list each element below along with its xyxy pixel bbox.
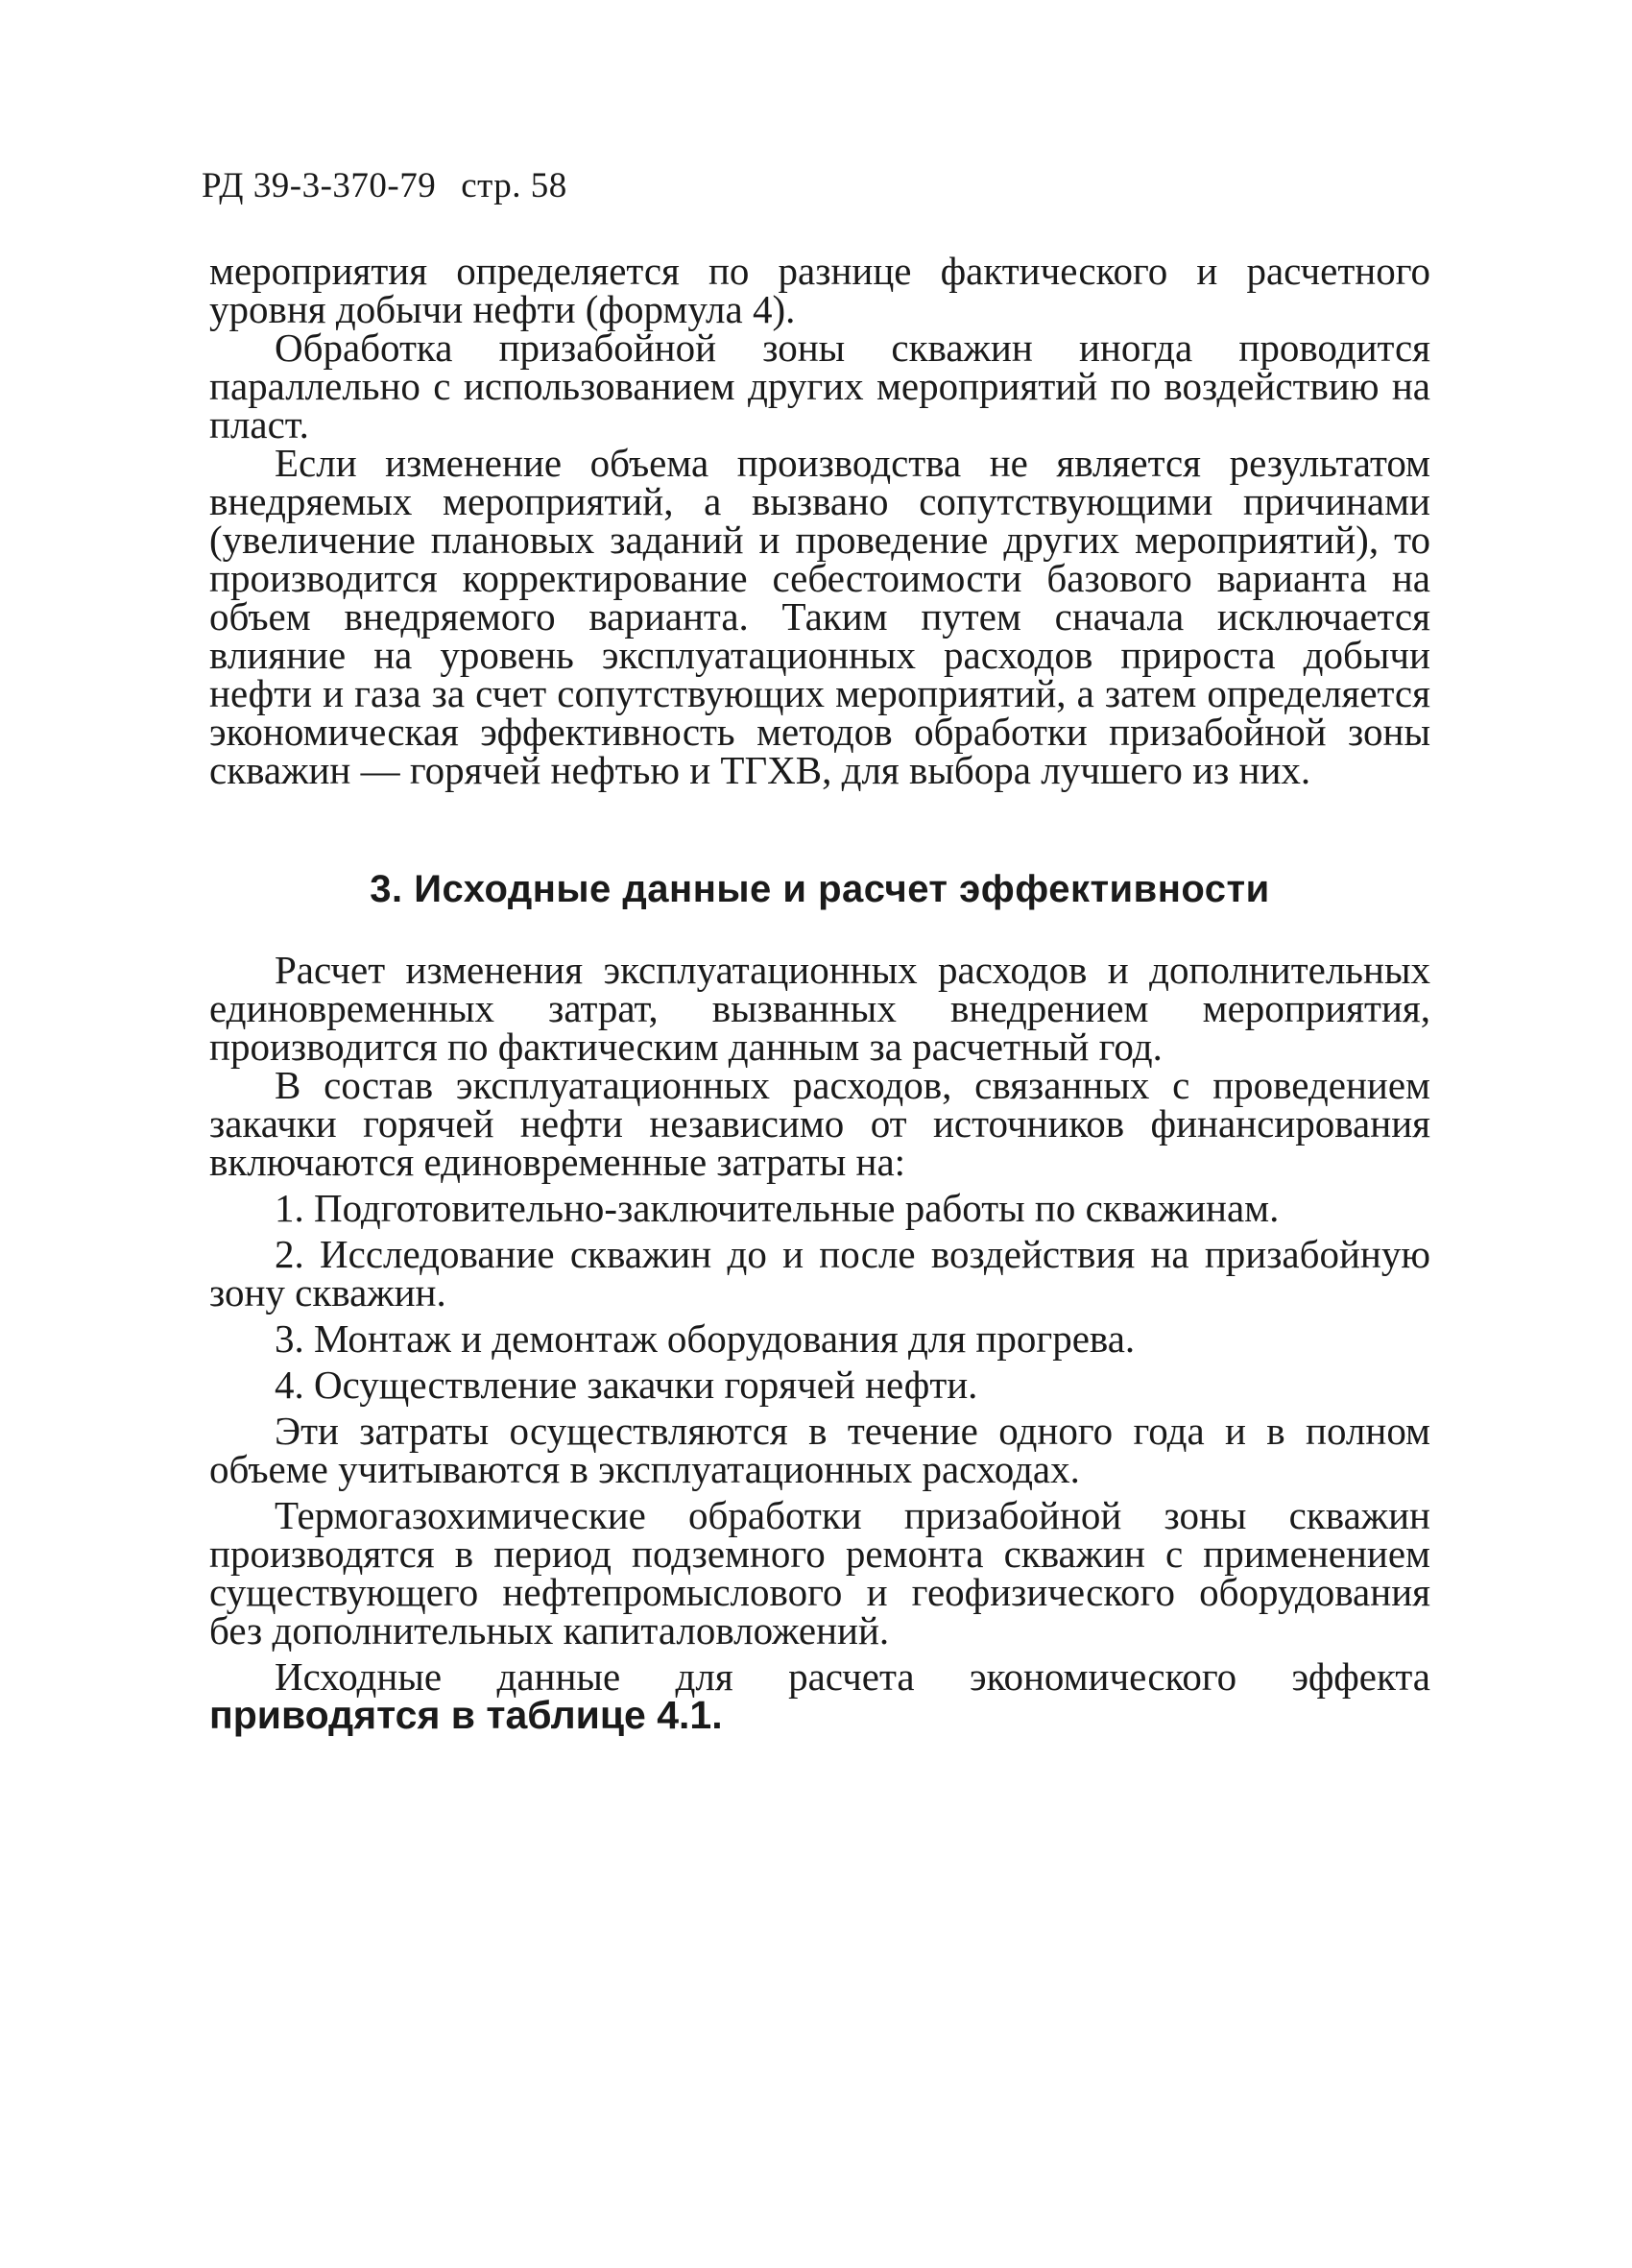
paragraph: В состав эксплуатационных расходов, связанных с проведением закачки горячей нефти независимо от источников финансирования включаются единовременные затраты на: (209, 1063, 1430, 1184)
paragraph: Расчет изменения эксплуатационных расходов и дополнительных единовременных затрат, вызванных внедрением мероприятия, производится по фактическим данным за расчетный год. (209, 948, 1430, 1069)
paragraph: Если изменение объема производства не является результатом внедряемых мероприятий, а вызвано сопутствующими причинами (увеличение плановых заданий и проведение других мероприятий), то производится корректирование себестоимости базового варианта на объем внедряемого варианта. Таким путем сначала исключается влияние на уровень эксплуатационных расходов прироста добычи нефти и газа за счет сопутствующих мероприятий, а затем определяется экономическая эффективность методов обработки призабойной зоны скважин — горячей нефтью и ТГХВ, для выбора лучшего из них. (209, 441, 1430, 792)
paragraph: Эти затраты осуществляются в течение одного года и в полном объеме учитываются в эксплуатационных расходах. (209, 1409, 1430, 1491)
page-header (202, 165, 567, 206)
final-text-bold: приводятся в таблице 4.1. (209, 1693, 723, 1737)
paragraph: Обработка призабойной зоны скважин иногда проводится параллельно с использованием других мероприятий по воздействию на пласт. (209, 326, 1430, 446)
cost-list (209, 1186, 1430, 1407)
document-code: РД 39-3-370-79 (202, 166, 437, 205)
list-item: 1. Подготовительно-заключительные работы по скважинам. (275, 1186, 1280, 1230)
document-body (209, 249, 1430, 1737)
paragraph: мероприятия определяется по разнице фактического и расчетного уровня добычи нефти (формула 4). (209, 249, 1430, 331)
section-heading: 3. Исходные данные и расчет эффективности (370, 868, 1270, 910)
paragraph: Термогазохимические обработки призабойной зоны скважин производятся в период подземного ремонта скважин с применением существующего нефтепромыслового и геофизического оборудования без дополнительных капиталовложений. (209, 1493, 1430, 1653)
list-item: 2. Исследование скважин до и после воздействия на призабойную зону скважин. (209, 1232, 1430, 1315)
final-text: Исходные данные для расчета экономического эффекта (275, 1654, 1430, 1699)
page-number: стр. 58 (461, 166, 567, 205)
list-item: 3. Монтаж и демонтаж оборудования для прогрева. (275, 1316, 1136, 1361)
list-item: 4. Осуществление закачки горячей нефти. (275, 1363, 978, 1407)
final-paragraph (209, 1654, 1430, 1737)
